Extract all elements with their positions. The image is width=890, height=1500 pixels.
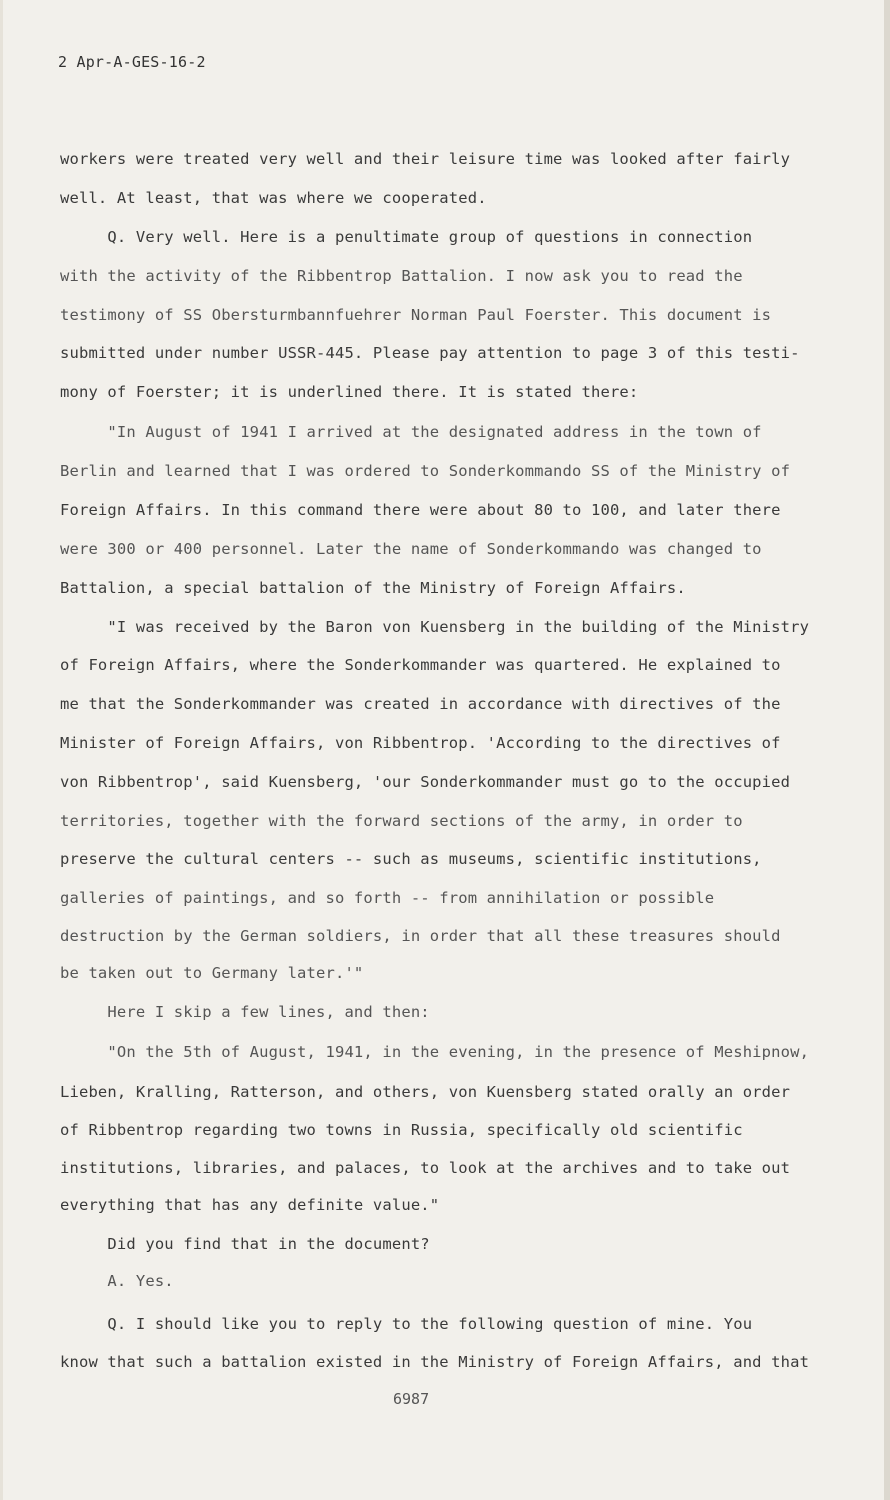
text-line: submitted under number USSR-445. Please pay attention to page 3 of this testi- xyxy=(60,344,800,362)
text-line: of Foreign Affairs, where the Sonderkommander was quartered. He explained to xyxy=(60,656,781,674)
text-line: territories, together with the forward sections of the army, in order to xyxy=(60,812,743,830)
text-line: Lieben, Kralling, Ratterson, and others, von Kuensberg stated orally an order xyxy=(60,1083,791,1101)
text-line: were 300 or 400 personnel. Later the name of Sonderkommando was changed to xyxy=(60,540,762,558)
text-line: preserve the cultural centers -- such as museums, scientific institutions, xyxy=(60,850,762,868)
text-line: von Ribbentrop', said Kuensberg, 'our Sonderkommander must go to the occupied xyxy=(60,773,791,791)
text-line: "On the 5th of August, 1941, in the evening, in the presence of Meshipnow, xyxy=(60,1043,810,1061)
text-line: me that the Sonderkommander was created in accordance with directives of the xyxy=(60,695,781,713)
text-line: "In August of 1941 I arrived at the designated address in the town of xyxy=(60,423,762,441)
text-line: Battalion, a special battalion of the Ministry of Foreign Affairs. xyxy=(60,579,686,597)
text-line: Q. Very well. Here is a penultimate group of questions in connection xyxy=(60,228,753,246)
text-line: everything that has any definite value." xyxy=(60,1196,440,1214)
text-line: workers were treated very well and their leisure time was looked after fairly xyxy=(60,150,791,168)
text-line: Foreign Affairs. In this command there were about 80 to 100, and later there xyxy=(60,501,781,519)
text-line: galleries of paintings, and so forth -- from annihilation or possible xyxy=(60,889,715,907)
text-line: be taken out to Germany later.'" xyxy=(60,964,364,982)
text-line: destruction by the German soldiers, in order that all these treasures should xyxy=(60,927,781,945)
text-line: "I was received by the Baron von Kuensberg in the building of the Ministry xyxy=(60,618,810,636)
text-line: Berlin and learned that I was ordered to Sonderkommando SS of the Ministry of xyxy=(60,462,791,480)
text-line: know that such a battalion existed in the Ministry of Foreign Affairs, and that xyxy=(60,1353,810,1371)
text-line: Minister of Foreign Affairs, von Ribbentrop. 'According to the directives of xyxy=(60,734,781,752)
text-line: mony of Foerster; it is underlined there. It is stated there: xyxy=(60,383,639,401)
text-line: Here I skip a few lines, and then: xyxy=(60,1003,430,1021)
text-line: well. At least, that was where we cooperated. xyxy=(60,189,487,207)
text-line: of Ribbentrop regarding two towns in Russia, specifically old scientific xyxy=(60,1121,743,1139)
text-line: Did you find that in the document? xyxy=(60,1235,430,1253)
text-line: institutions, libraries, and palaces, to look at the archives and to take out xyxy=(60,1159,791,1177)
page-right-edge xyxy=(884,0,890,1500)
text-line: with the activity of the Ribbentrop Battalion. I now ask you to read the xyxy=(60,267,743,285)
page-left-edge xyxy=(0,0,3,1500)
text-line: A. Yes. xyxy=(60,1272,174,1290)
text-line: testimony of SS Obersturmbannfuehrer Norman Paul Foerster. This document is xyxy=(60,306,772,324)
text-line: Q. I should like you to reply to the following question of mine. You xyxy=(60,1315,753,1333)
document-header-code: 2 Apr-A-GES-16-2 xyxy=(58,53,206,71)
page-number: 6987 xyxy=(393,1390,430,1408)
